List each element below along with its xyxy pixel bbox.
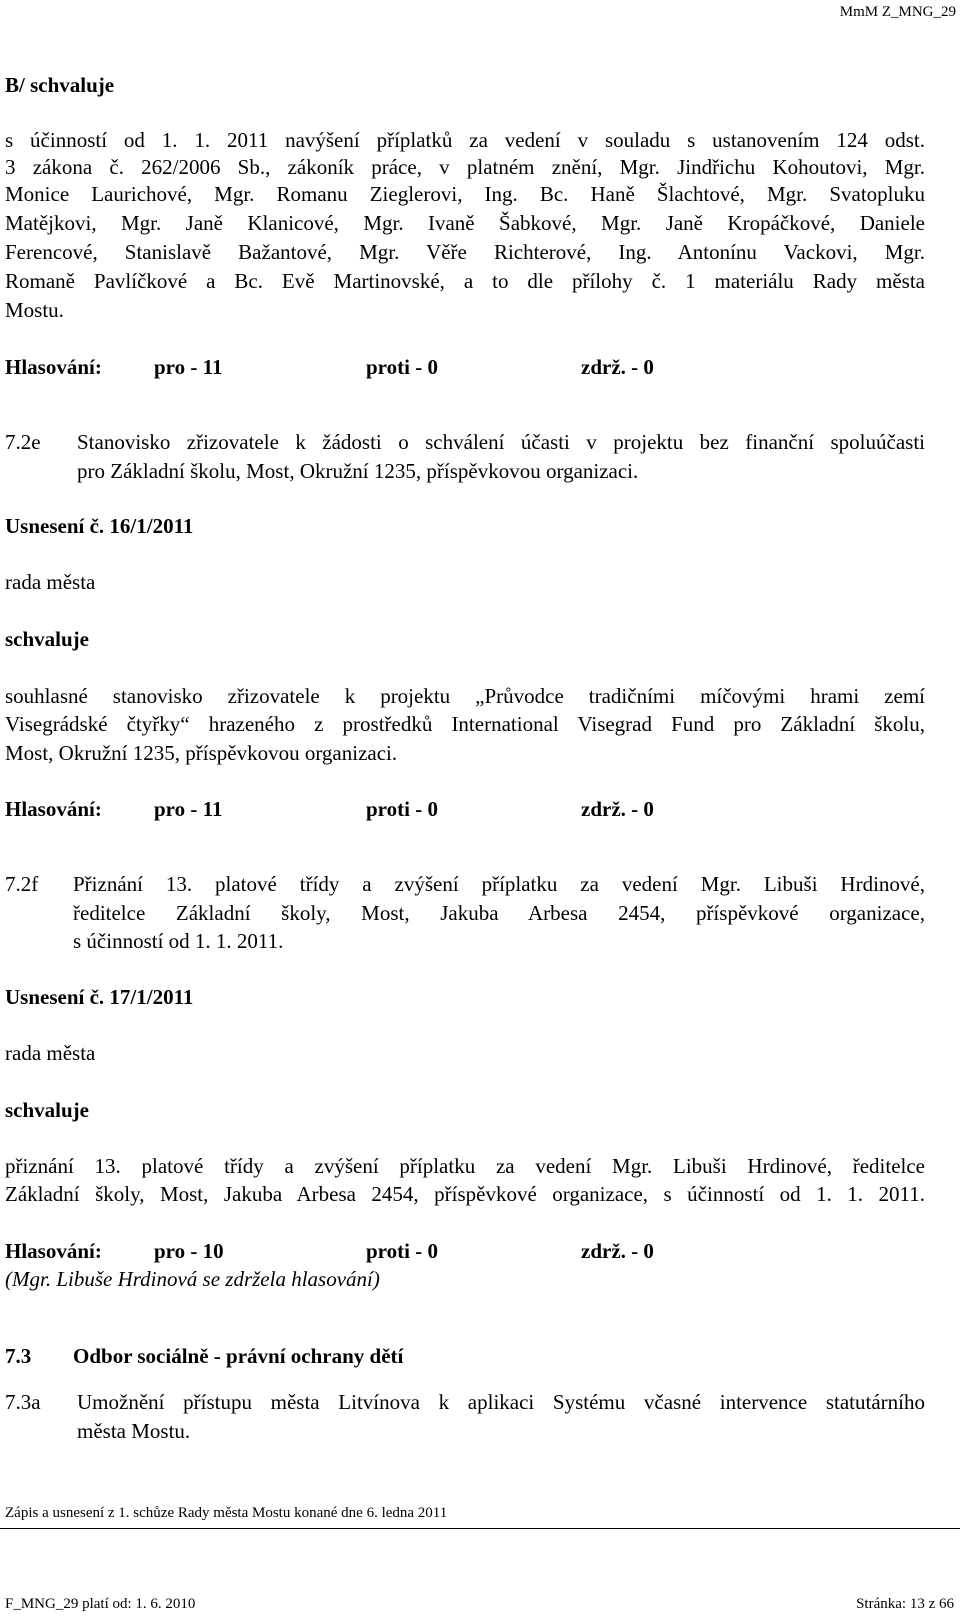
vote-label: Hlasování: <box>5 355 102 379</box>
resolution-body: rada města <box>5 570 96 594</box>
vote-pro: pro - 11 <box>154 355 223 379</box>
resolution-verb: schvaluje <box>5 1098 89 1122</box>
item-title-line: Umožnění přístupu města Litvínova k aplikaci Systému včasné intervence statutárního <box>77 1390 925 1414</box>
paragraph-line: Monice Laurichové, Mgr. Romanu Zieglerovi, Ing. Bc. Haně Šlachtové, Mgr. Svatopluku <box>5 182 925 206</box>
section-heading: B/ schvaluje <box>5 73 115 97</box>
paragraph-line: Romaně Pavlíčkové a Bc. Evě Martinovské, a to dle přílohy č. 1 materiálu Rady města <box>5 269 925 293</box>
vote-proti: proti - 0 <box>366 1239 438 1263</box>
vote-proti: proti - 0 <box>366 797 438 821</box>
vote-zdrz: zdrž. - 0 <box>581 1239 654 1263</box>
resolution-number: Usnesení č. 16/1/2011 <box>5 514 194 538</box>
item-number: 7.2f <box>5 872 39 896</box>
vote-proti: proti - 0 <box>366 355 438 379</box>
vote-pro: pro - 10 <box>154 1239 224 1263</box>
footer-form-code: F_MNG_29 platí od: 1. 6. 2010 <box>5 1596 196 1612</box>
paragraph-line: Most, Okružní 1235, příspěvkovou organizaci. <box>5 741 398 765</box>
item-title-line: města Mostu. <box>77 1419 191 1443</box>
section-title: Odbor sociálně - právní ochrany dětí <box>73 1344 404 1368</box>
paragraph-line: Visegrádské čtyřky“ hrazeného z prostředků International Visegrad Fund pro Základní školu, <box>5 712 925 736</box>
vote-label: Hlasování: <box>5 797 102 821</box>
vote-note: (Mgr. Libuše Hrdinová se zdržela hlasování) <box>5 1267 380 1291</box>
paragraph-line: 3 zákona č. 262/2006 Sb., zákoník práce, v platném znění, Mgr. Jindřichu Kohoutovi, Mgr. <box>5 155 925 179</box>
paragraph-line: Mostu. <box>5 298 64 322</box>
footer-divider <box>0 1528 960 1529</box>
item-title-line: ředitelce Základní školy, Most, Jakuba Arbesa 2454, příspěvkové organizace, <box>73 901 925 925</box>
item-title-line: Přiznání 13. platové třídy a zvýšení příplatku za vedení Mgr. Libuši Hrdinové, <box>73 872 925 896</box>
item-number: 7.2e <box>5 430 41 454</box>
footer-page-number: Stránka: 13 z 66 <box>856 1596 954 1612</box>
resolution-verb: schvaluje <box>5 627 89 651</box>
paragraph-line: přiznání 13. platové třídy a zvýšení příplatku za vedení Mgr. Libuši Hrdinové, ředitelce <box>5 1154 925 1178</box>
vote-zdrz: zdrž. - 0 <box>581 355 654 379</box>
footer-minutes: Zápis a usnesení z 1. schůze Rady města Mostu konané dne 6. ledna 2011 <box>5 1505 448 1521</box>
paragraph-line: souhlasné stanovisko zřizovatele k projektu „Průvodce tradičními míčovými hrami zemí <box>5 684 925 708</box>
item-title-line: s účinností od 1. 1. 2011. <box>73 929 284 953</box>
resolution-body: rada města <box>5 1041 96 1065</box>
vote-pro: pro - 11 <box>154 797 223 821</box>
paragraph-line: Základní školy, Most, Jakuba Arbesa 2454, příspěvkové organizace, s účinností od 1. 1. 2011. <box>5 1182 925 1206</box>
resolution-number: Usnesení č. 17/1/2011 <box>5 985 194 1009</box>
document-code: MmM Z_MNG_29 <box>839 4 956 20</box>
paragraph-line: Matějkovi, Mgr. Janě Klanicové, Mgr. Ivaně Šabkové, Mgr. Janě Kropáčkové, Daniele <box>5 211 925 235</box>
item-title-line: Stanovisko zřizovatele k žádosti o schválení účasti v projektu bez finanční spoluúčasti <box>77 430 925 454</box>
item-title-line: pro Základní školu, Most, Okružní 1235, příspěvkovou organizaci. <box>77 459 639 483</box>
vote-zdrz: zdrž. - 0 <box>581 797 654 821</box>
item-number: 7.3a <box>5 1390 41 1414</box>
paragraph-line: Ferencové, Stanislavě Bažantové, Mgr. Věře Richterové, Ing. Antonínu Vackovi, Mgr. <box>5 240 925 264</box>
section-number: 7.3 <box>5 1344 32 1368</box>
vote-label: Hlasování: <box>5 1239 102 1263</box>
paragraph-line: s účinností od 1. 1. 2011 navýšení příplatků za vedení v souladu s ustanovením 124 odst. <box>5 128 925 152</box>
